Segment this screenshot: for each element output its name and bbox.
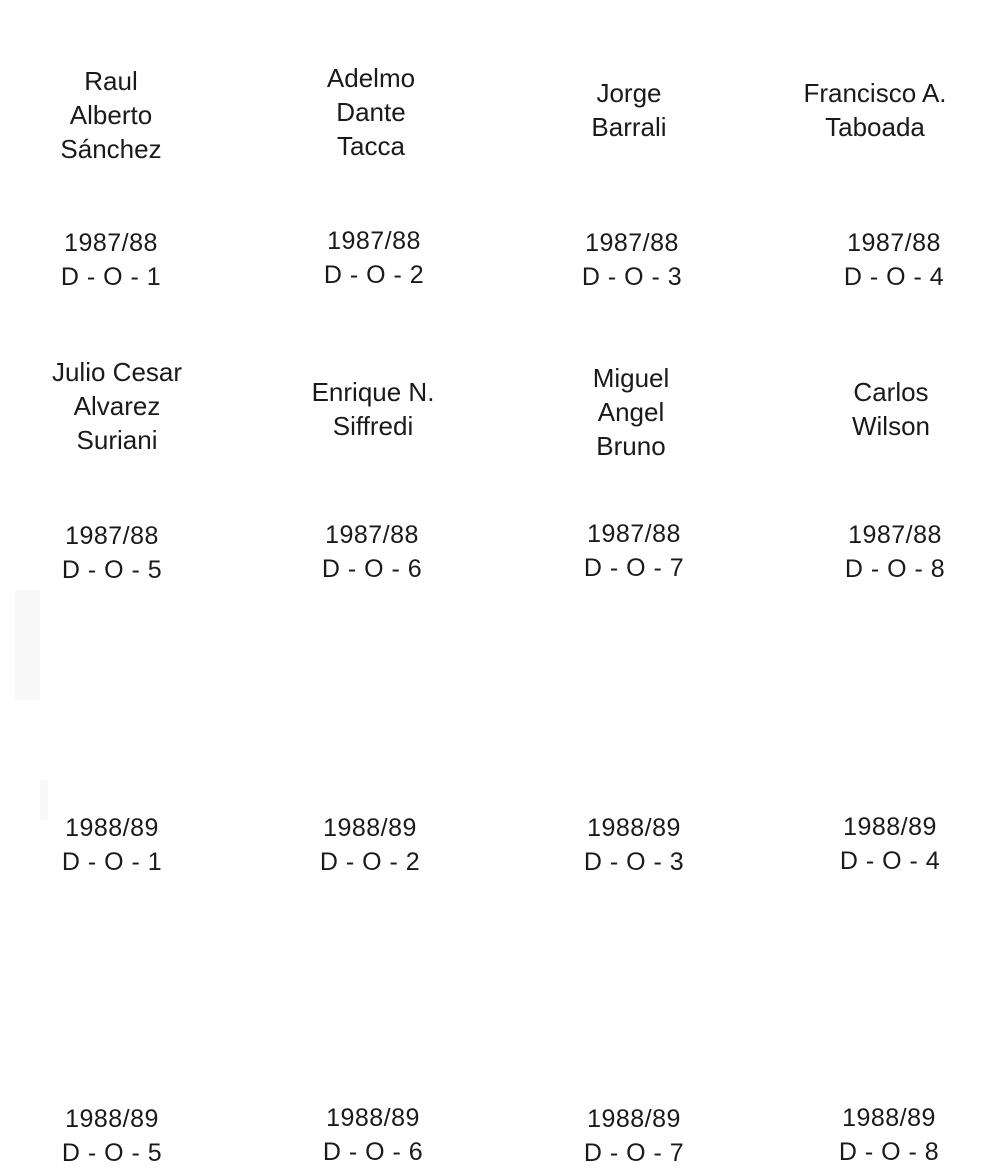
card-code: 1987/88 D - O - 5 <box>61 522 163 584</box>
card-code: 1988/89 D - O - 2 <box>319 814 421 876</box>
person-name: Julio Cesar Alvarez Suriani <box>51 357 183 455</box>
card-code: 1987/88 D - O - 7 <box>583 520 685 582</box>
person-name: Miguel Angel Bruno <box>592 363 670 461</box>
card-code: 1987/88 D - O - 4 <box>843 229 945 291</box>
card-code: 1988/89 D - O - 4 <box>839 813 941 875</box>
card-code: 1987/88 D - O - 6 <box>321 521 423 583</box>
card-code: 1988/89 D - O - 7 <box>583 1105 685 1167</box>
person-name: Carlos Wilson <box>851 377 930 441</box>
person-name: Raul Alberto Sánchez <box>60 66 162 164</box>
person-name: Jorge Barrali <box>591 78 667 142</box>
card-code: 1988/89 D - O - 1 <box>61 814 163 876</box>
card-code: 1987/88 D - O - 3 <box>581 229 683 291</box>
card-code: 1987/88 D - O - 8 <box>844 521 946 583</box>
card-code: 1988/89 D - O - 6 <box>322 1104 424 1166</box>
card-code: 1988/89 D - O - 5 <box>61 1105 163 1167</box>
card-code: 1988/89 D - O - 3 <box>583 814 685 876</box>
person-name: Francisco A. Taboada <box>803 78 947 142</box>
person-name: Adelmo Dante Tacca <box>326 63 416 161</box>
card-code: 1987/88 D - O - 2 <box>323 227 425 289</box>
card-code: 1988/89 D - O - 8 <box>838 1104 940 1166</box>
scan-smudge <box>15 590 40 700</box>
person-name: Enrique N. Siffredi <box>311 377 435 441</box>
card-code: 1987/88 D - O - 1 <box>60 229 162 291</box>
